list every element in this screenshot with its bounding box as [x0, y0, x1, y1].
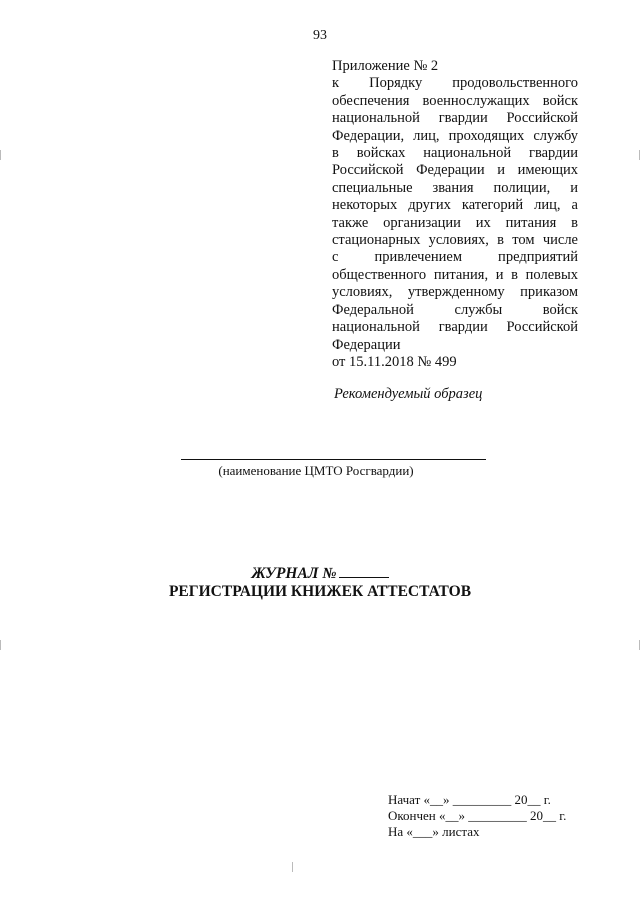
appendix-line: Федерации	[332, 336, 401, 353]
appendix-line: стационарных условиях, в том числе	[332, 232, 578, 249]
appendix-line: также организации их питания в	[332, 214, 578, 231]
sheets-line: На «___» листах	[388, 824, 480, 839]
journal-subtitle: РЕГИСТРАЦИИ КНИЖЕК АТТЕСТАТОВ	[168, 583, 472, 600]
scan-mark	[0, 640, 1, 650]
appendix-order-date: от 15.11.2018 № 499	[332, 353, 457, 370]
started-line: Начат «__» _________ 20__ г.	[388, 792, 551, 807]
appendix-line: национальной гвардии Российской	[332, 319, 578, 336]
page-number: 93	[313, 28, 327, 43]
appendix-line: обеспечения военнослужащих войск	[332, 92, 578, 109]
sample-label: Рекомендуемый образец	[334, 386, 483, 402]
journal-title-text: ЖУРНАЛ №	[251, 565, 337, 582]
appendix-line: условиях, утвержденному приказом	[332, 284, 578, 301]
appendix-block	[332, 58, 578, 371]
finished-line: Окончен «__» _________ 20__ г.	[388, 808, 567, 823]
appendix-line: в войсках национальной гвардии	[332, 145, 578, 162]
org-name-caption: (наименование ЦМТО Росгвардии)	[218, 463, 414, 478]
scan-mark	[0, 150, 1, 160]
appendix-line: Приложение № 2	[332, 58, 439, 74]
dates-block	[388, 792, 566, 840]
appendix-line: с привлечением предприятий	[332, 249, 578, 266]
appendix-line: общественного питания, и в полевых	[332, 266, 578, 283]
appendix-line: Федеральной службы войск	[332, 301, 578, 318]
appendix-line: к Порядку продовольственного	[332, 75, 578, 92]
appendix-line: национальной гвардии Российской	[332, 110, 578, 127]
appendix-line: Российской Федерации и имеющих	[332, 162, 578, 179]
org-name-line	[181, 459, 486, 460]
scan-mark	[292, 862, 293, 872]
appendix-line: специальные звания полиции, и	[332, 179, 578, 196]
appendix-line: Федерации, лиц, проходящих службу	[332, 127, 578, 144]
journal-title	[0, 565, 640, 583]
journal-number-blank	[339, 565, 389, 578]
appendix-line: некоторых других категорий лиц, а	[332, 197, 578, 214]
